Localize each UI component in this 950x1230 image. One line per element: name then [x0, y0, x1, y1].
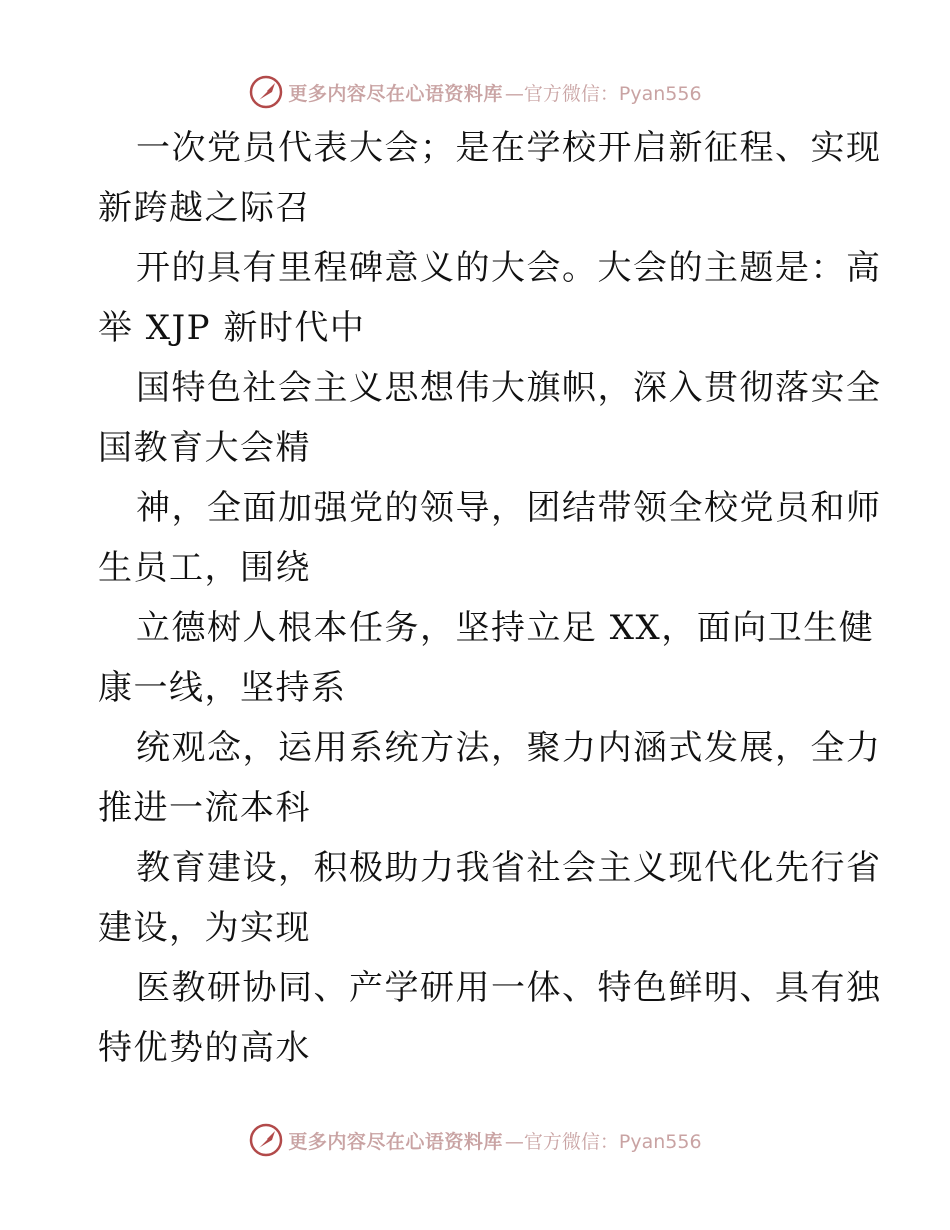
document-body — [98, 118, 882, 1078]
quill-logo-icon — [248, 1122, 284, 1158]
text-line: 立德树人根本任务，坚持立足 XX，面向卫生健 — [136, 608, 875, 648]
text-line: 新跨越之际召 — [98, 188, 311, 228]
text-line: 生员工，围绕 — [98, 548, 311, 588]
text-line: 一次党员代表大会；是在学校开启新征程、实现 — [136, 128, 882, 168]
text-line: 神，全面加强党的领导，团结带领全校党员和师 — [136, 488, 882, 528]
quill-logo-icon — [248, 74, 284, 110]
watermark-sub-text: —官方微信：Pyan556 — [504, 1130, 702, 1153]
text-line: 推进一流本科 — [98, 788, 311, 828]
text-line: 统观念，运用系统方法，聚力内涵式发展，全力 — [136, 728, 882, 768]
footer-watermark — [0, 1118, 950, 1162]
text-line: 教育建设，积极助力我省社会主义现代化先行省 — [136, 848, 882, 888]
text-line: 建设，为实现 — [98, 908, 311, 948]
watermark-main-text: 更多内容尽在心语资料库 — [288, 82, 503, 105]
text-line: 康一线，坚持系 — [98, 668, 347, 708]
watermark-sub-text: —官方微信：Pyan556 — [504, 82, 702, 105]
text-line: 举 XJP 新时代中 — [98, 308, 366, 348]
header-watermark — [0, 70, 950, 114]
text-line: 特优势的高水 — [98, 1028, 311, 1068]
text-line: 医教研协同、产学研用一体、特色鲜明、具有独 — [136, 968, 882, 1008]
text-line: 国特色社会主义思想伟大旗帜，深入贯彻落实全 — [136, 368, 882, 408]
text-line: 国教育大会精 — [98, 428, 311, 468]
watermark-main-text: 更多内容尽在心语资料库 — [288, 1130, 503, 1153]
text-line: 开的具有里程碑意义的大会。大会的主题是：高 — [136, 248, 882, 288]
